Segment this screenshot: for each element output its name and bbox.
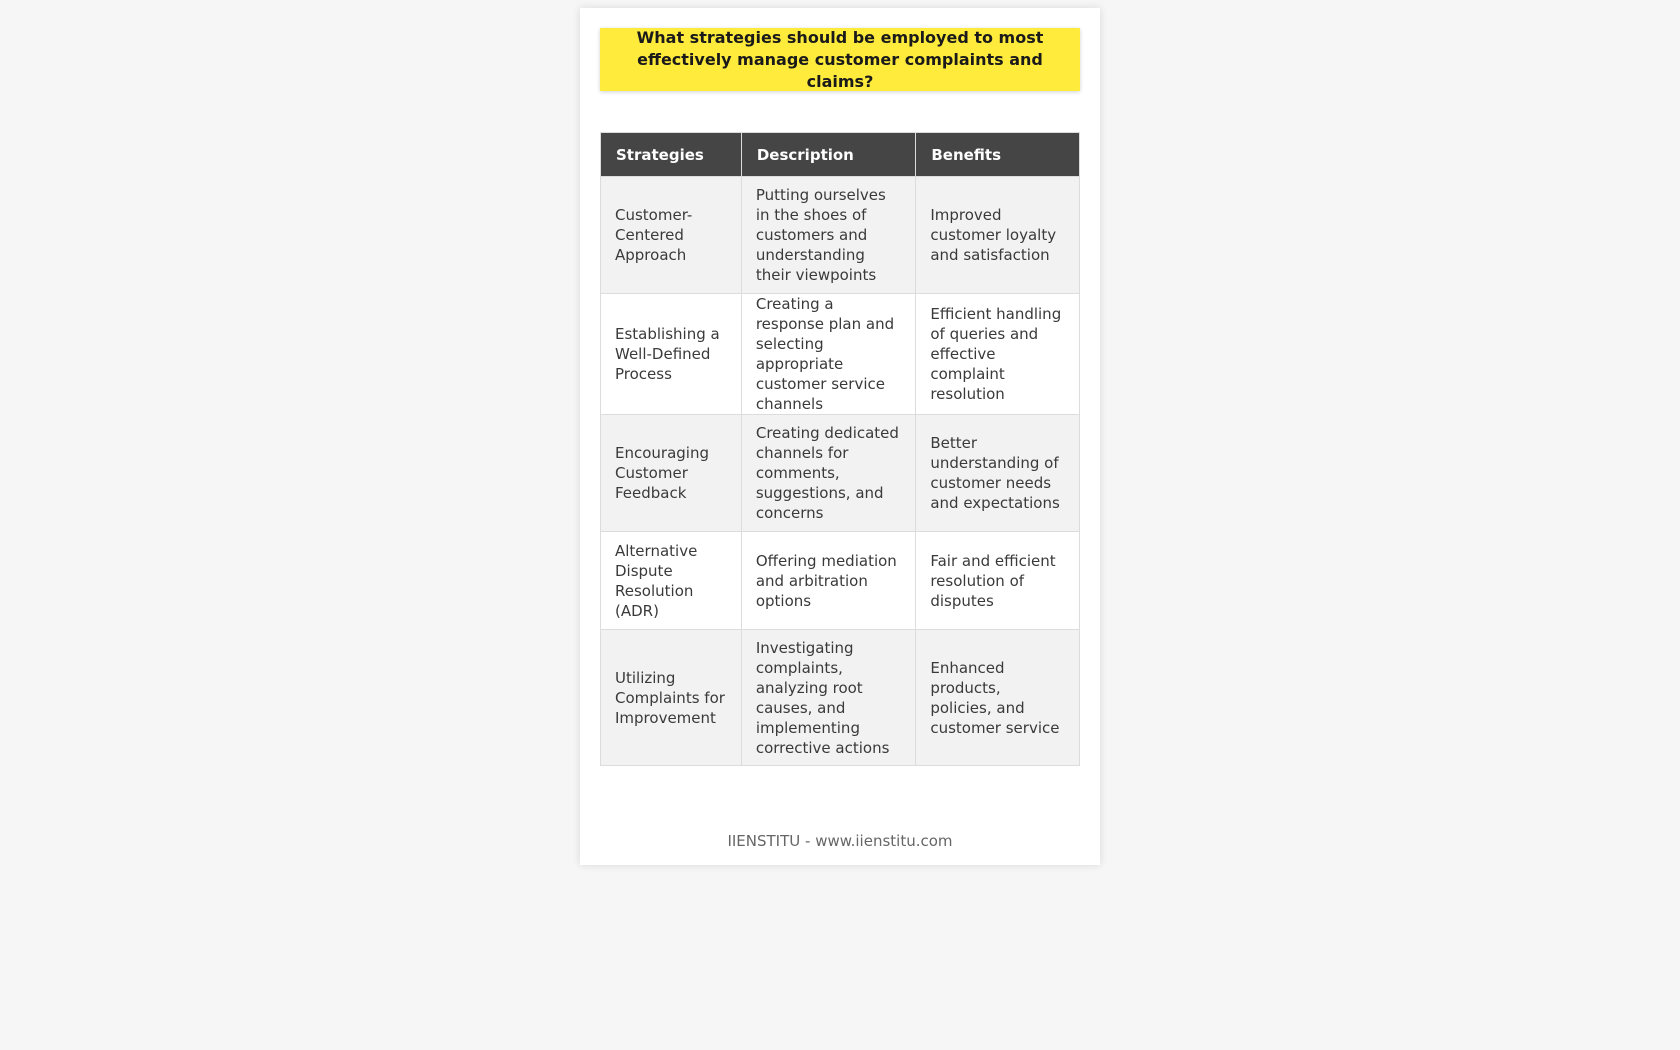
cell-benefits: Better understanding of customer needs and expectations — [916, 415, 1080, 532]
table-row — [601, 177, 1080, 294]
table-header-row — [601, 133, 1080, 177]
cell-benefits: Improved customer loyalty and satisfaction — [916, 177, 1080, 294]
cell-benefits: Fair and efficient resolution of disputes — [916, 532, 1080, 630]
cell-description: Putting ourselves in the shoes of customers and understanding their viewpoints — [741, 177, 916, 294]
page-title: What strategies should be employed to most effectively manage customer complaints and claims? — [636, 27, 1044, 91]
header-benefits: Benefits — [916, 133, 1080, 177]
cell-benefits: Enhanced products, policies, and customer service — [916, 630, 1080, 766]
strategies-table — [600, 132, 1080, 766]
cell-strategy: Customer-Centered Approach — [601, 177, 742, 294]
header-strategies: Strategies — [601, 133, 742, 177]
header-description: Description — [741, 133, 916, 177]
content-card — [580, 8, 1100, 865]
cell-description: Creating a response plan and selecting appropriate customer service channels — [741, 294, 916, 415]
cell-strategy: Encouraging Customer Feedback — [601, 415, 742, 532]
title-banner — [600, 28, 1080, 91]
cell-benefits: Efficient handling of queries and effective complaint resolution — [916, 294, 1080, 415]
cell-strategy: Utilizing Complaints for Improvement — [601, 630, 742, 766]
cell-description: Creating dedicated channels for comments, suggestions, and concerns — [741, 415, 916, 532]
cell-strategy: Alternative Dispute Resolution (ADR) — [601, 532, 742, 630]
cell-description: Offering mediation and arbitration options — [741, 532, 916, 630]
table-row — [601, 532, 1080, 630]
cell-description: Investigating complaints, analyzing root causes, and implementing corrective actions — [741, 630, 916, 766]
table-row — [601, 630, 1080, 766]
table-row — [601, 294, 1080, 415]
footer-credit: IIENSTITU - www.iienstitu.com — [727, 832, 953, 850]
table-row — [601, 415, 1080, 532]
cell-strategy: Establishing a Well-Defined Process — [601, 294, 742, 415]
